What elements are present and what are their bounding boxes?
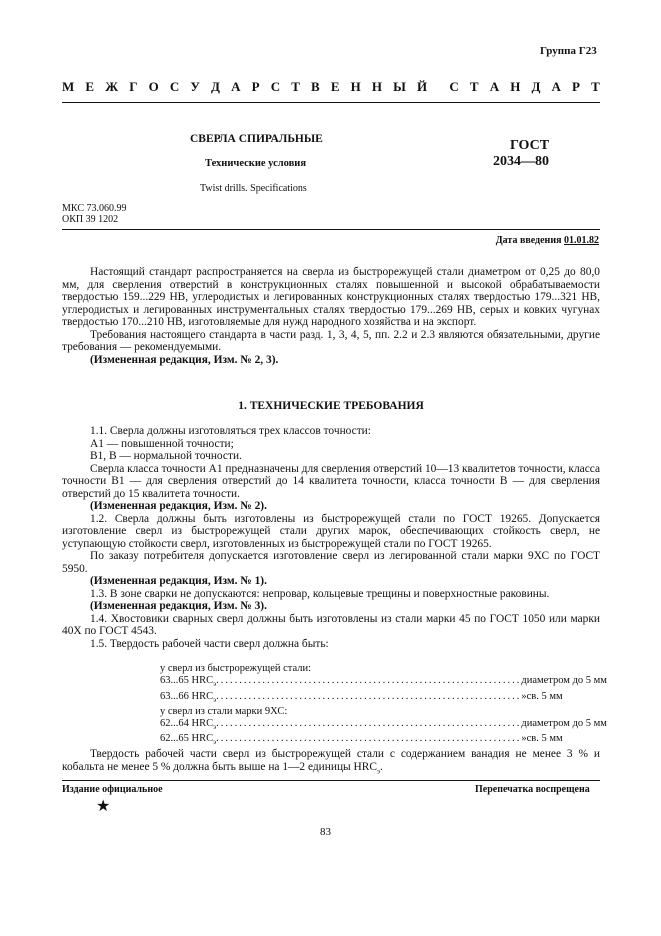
banner-letter: Д	[211, 79, 220, 94]
banner-letter: Е	[85, 79, 95, 94]
banner-letter: Н	[350, 79, 361, 94]
hardness-row	[160, 718, 607, 733]
hardness-value: 63...65 $HRC_э$	[160, 675, 217, 689]
footer-rule	[62, 780, 600, 781]
mks-code: МКС 73.060.99	[62, 203, 127, 214]
banner-letter: А	[551, 79, 561, 94]
banner-letter: С	[449, 79, 459, 94]
final-paragraph	[62, 748, 600, 777]
page-number: 83	[320, 826, 331, 838]
document-subtitle: Технические условия	[205, 158, 307, 169]
okp-code: ОКП 39 1202	[62, 214, 119, 225]
class-b1-b: В1, В — нормальной точности.	[90, 450, 242, 462]
revision-1: (Измененная редакция, Изм. № 1).	[90, 575, 267, 587]
reprint-prohibited: Перепечатка воспрещена	[475, 784, 590, 795]
english-title: Twist drills. Specifications	[200, 183, 307, 194]
clause-1-1-details: Сверла класса точности А1 предназначены для сверления отверстий 10—13 квалитетов точности, класса точности В1 — для сверления отверстий до 14 квалитета точности, класса точности В — для сверления отверстий до 15 квалитета точности.	[62, 462, 600, 500]
banner-letter: Р	[572, 79, 580, 94]
banner-letter: Т	[291, 79, 300, 94]
group-code: Группа Г23	[540, 45, 597, 57]
hardness-group-2-label: у сверл из стали марки 9ХС:	[160, 705, 288, 717]
clause-1-3: 1.3. В зоне сварки не допускаются: непровар, кольцевые трещины и поверхностные раковины.	[90, 587, 550, 600]
banner-letter: Т	[591, 79, 600, 94]
intro-paragraph-2: Требования настоящего стандарта в части разд. 1, 3, 4, 5, пп. 2.2 и 2.3 являются обязательными, другие требования — рекомендуемыми.	[62, 328, 600, 353]
hardness-condition: св. 5 мм	[526, 690, 563, 702]
vanadium-cobalt-text: Твердость рабочей части сверл из быстрорежущей стали с содержанием ванадия не менее 3 % и кобальта не менее 5 % должна быть выше на 1—2 единицы HRC	[62, 748, 600, 773]
banner-letter: Й	[417, 79, 428, 94]
hardness-row	[160, 675, 607, 690]
class-a1: А1 — повышенной точности;	[90, 437, 234, 450]
codes-rule	[62, 229, 600, 230]
gost-number: 2034—80	[493, 154, 549, 169]
revision-3: (Измененная редакция, Изм. № 3).	[90, 600, 267, 612]
banner-letter: С	[270, 79, 281, 94]
official-edition: Издание официальное	[62, 784, 163, 795]
banner-letter: М	[62, 79, 75, 94]
banner-letter: С	[169, 79, 180, 94]
intro-paragraph-1: Настоящий стандарт распространяется на сверла из быстрорежущей стали диаметром от 0,25 до 80,0 мм, для сверления отверстий в конструкционных сталях повышенной и высокой обрабатываемости твердостью 159...229 НВ, углеродистых и легированных конструкционных сталях твердостью 179...321 НВ, углеродистых и легированных инструментальных сталях твердостью 179...269 НВ, серых и ковких чугунах твердостью 170...210 НВ, изготовляемые для нужд народного хозяйства и на экспорт.	[62, 266, 600, 328]
intro-date-value: 01.01.82	[564, 235, 599, 246]
banner-letter: Е	[330, 79, 340, 94]
hardness-group-1-label: у сверл из быстрорежущей стали:	[160, 663, 312, 674]
banner-letter: В	[311, 79, 320, 94]
document-title: СВЕРЛА СПИРАЛЬНЫЕ	[190, 133, 323, 145]
clause-1-2-extra: По заказу потребителя допускается изготовление сверл из легированной стали марки 9ХС по ГОСТ 5950.	[62, 550, 600, 575]
intro-date-label: Дата введения	[495, 235, 562, 246]
star-icon: ★	[96, 798, 111, 815]
hardness-row	[160, 690, 563, 706]
banner-letter: У	[190, 79, 200, 94]
banner-letter: Н	[510, 79, 521, 94]
banner-letter: Н	[371, 79, 382, 94]
gost-label: ГОСТ	[510, 138, 550, 153]
banner-letter: А	[231, 79, 241, 94]
revision-2: (Измененная редакция, Изм. № 2).	[90, 500, 267, 512]
ditto-mark: »	[521, 690, 527, 702]
interstate-standard-banner	[62, 79, 600, 95]
vanadium-cobalt-note	[62, 748, 600, 777]
hardness-value: 63...66 $HRC_э$	[160, 690, 217, 704]
hrc-subscript: э	[376, 766, 380, 775]
hardness-value: 62...64 $HRC_э$	[160, 718, 217, 732]
banner-letter: Р	[251, 79, 260, 94]
banner-letter: Ы	[393, 79, 406, 94]
banner-letter: Т	[469, 79, 479, 94]
section-1-body	[62, 425, 600, 650]
hardness-condition: св. 5 мм	[526, 733, 563, 745]
intro-date	[496, 235, 599, 246]
hardness-condition: диаметром до 5 мм	[521, 675, 607, 687]
leader-dots: ..................................................................	[216, 675, 522, 687]
hardness-condition: диаметром до 5 мм	[521, 718, 607, 729]
banner-letter: А	[489, 79, 500, 94]
final-period: .	[379, 760, 383, 773]
classification-codes	[62, 203, 126, 225]
clause-1-2: 1.2. Сверла должны быть изготовлены из быстрорежущей стали по ГОСТ 19265. Допускается изготовление сверл из быстрорежущей стали других марок, обеспечивающих стойкость сверл, не уступающую стойкости сверл, изготовленных из быстрорежущей стали по ГОСТ 19265.	[62, 512, 600, 550]
clause-1-4: 1.4. Хвостовики сварных сверл должны быть изготовлены из стали марки 45 по ГОСТ 1050 или марки 40Х по ГОСТ 4543.	[62, 612, 600, 637]
leader-dots: ..................................................................	[216, 690, 522, 702]
intro-revision: (Измененная редакция, Изм. № 2, 3).	[90, 353, 279, 366]
leader-dots: ..................................................................	[216, 733, 522, 745]
banner-letter: Г	[129, 79, 138, 94]
leader-dots: ..................................................................	[216, 718, 522, 729]
banner-letter: Д	[531, 79, 541, 94]
ditto-mark: »	[521, 733, 527, 745]
hardness-table	[160, 663, 607, 749]
clause-1-1: 1.1. Сверла должны изготовляться трех классов точности:	[90, 425, 371, 437]
banner-letter: Ж	[105, 79, 119, 94]
banner-letter: О	[148, 79, 159, 94]
hardness-row	[160, 733, 563, 748]
header-rule	[62, 102, 600, 103]
intro-section	[62, 266, 600, 366]
section-heading: 1. ТЕХНИЧЕСКИЕ ТРЕБОВАНИЯ	[238, 400, 424, 412]
hardness-value: 62...65 $HRC_э$	[160, 733, 217, 747]
clause-1-5: 1.5. Твердость рабочей части сверл должна быть:	[90, 637, 329, 650]
